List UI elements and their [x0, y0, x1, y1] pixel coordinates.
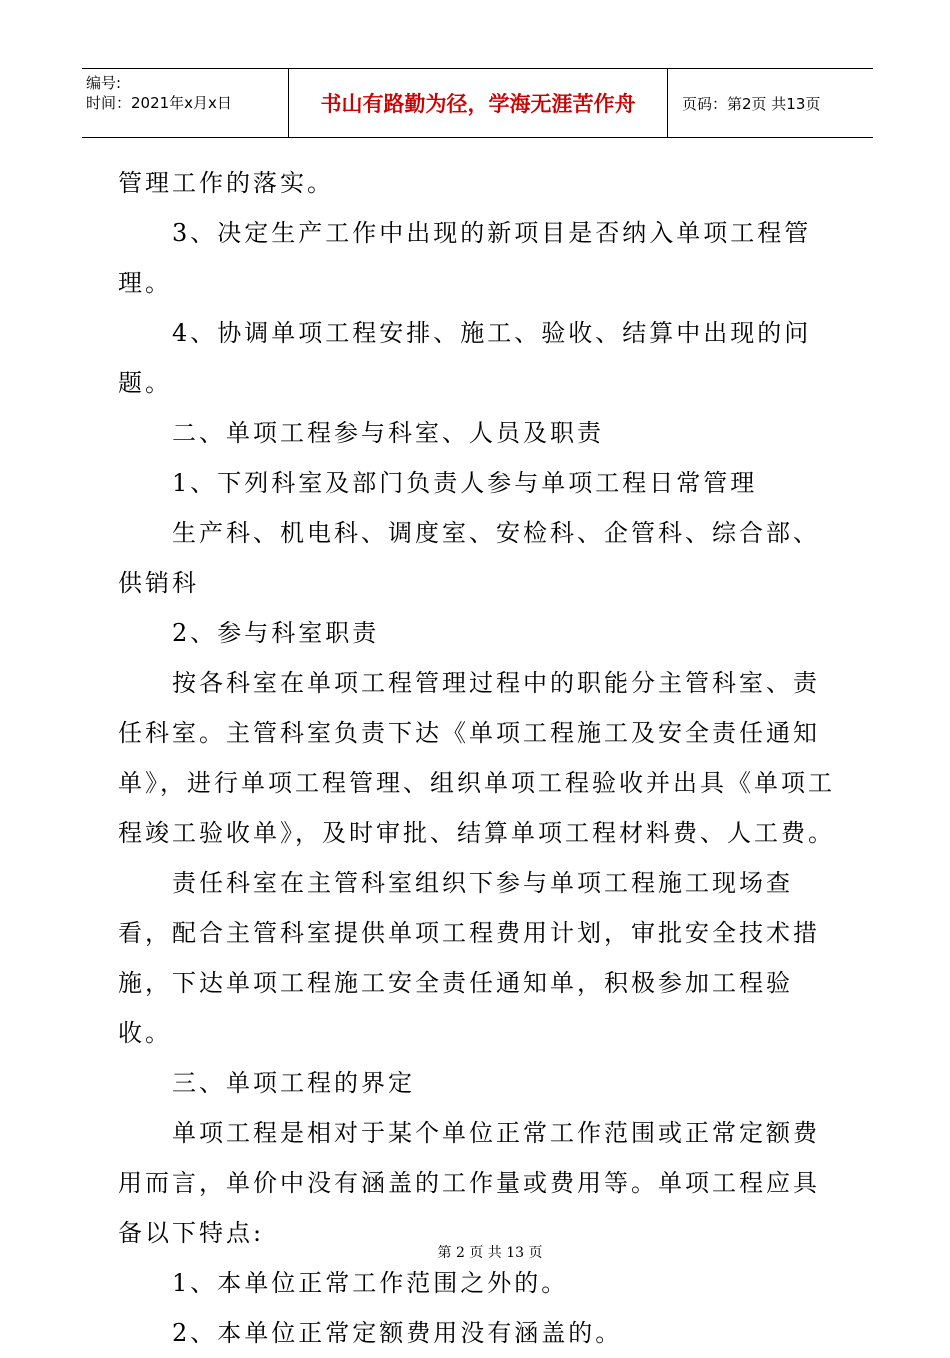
document-body	[118, 158, 838, 1358]
paragraph: 3、决定生产工作中出现的新项目是否纳入单项工程管理。	[118, 219, 812, 297]
header-motto: 书山有路勤为径，学海无涯苦作舟	[289, 69, 668, 137]
number-label: 编号:	[86, 74, 122, 92]
paragraph: 1、本单位正常工作范围之外的。	[172, 1269, 569, 1297]
paragraph: 按各科室在单项工程管理过程中的职能分主管科室、责任科室。主管科室负责下达《单项工程施工及安全责任通知单》，进行单项工程管理、组织单项工程验收并出具《单项工程竣工验收单》，及时审批、结算单项工程材料费、人工费。	[118, 669, 835, 847]
header-page-info: 页码：第2页 共13页	[682, 94, 821, 113]
paragraph: 1、下列科室及部门负责人参与单项工程日常管理	[172, 469, 758, 497]
paragraph: 2、本单位正常定额费用没有涵盖的。	[172, 1319, 623, 1347]
paragraph: 管理工作的落实。	[118, 169, 334, 197]
page-footer: 第 2 页 共 13 页	[437, 1245, 543, 1261]
header-meta	[82, 69, 289, 137]
section-heading: 三、单项工程的界定	[172, 1069, 415, 1097]
page-header	[82, 68, 873, 138]
paragraph: 责任科室在主管科室组织下参与单项工程施工现场查看，配合主管科室提供单项工程费用计划，审批安全技术措施，下达单项工程施工安全责任通知单，积极参加工程验收。	[118, 869, 820, 1047]
paragraph: 单项工程是相对于某个单位正常工作范围或正常定额费用而言，单价中没有涵盖的工作量或费用等。单项工程应具备以下特点:	[118, 1119, 820, 1247]
paragraph: 2、参与科室职责	[172, 619, 380, 647]
section-heading: 二、单项工程参与科室、人员及职责	[172, 419, 604, 447]
paragraph: 生产科、机电科、调度室、安检科、企管科、综合部、供销科	[118, 519, 820, 597]
paragraph: 4、协调单项工程安排、施工、验收、结算中出现的问题。	[118, 319, 812, 397]
time-label: 时间：2021年x月x日	[86, 94, 232, 112]
